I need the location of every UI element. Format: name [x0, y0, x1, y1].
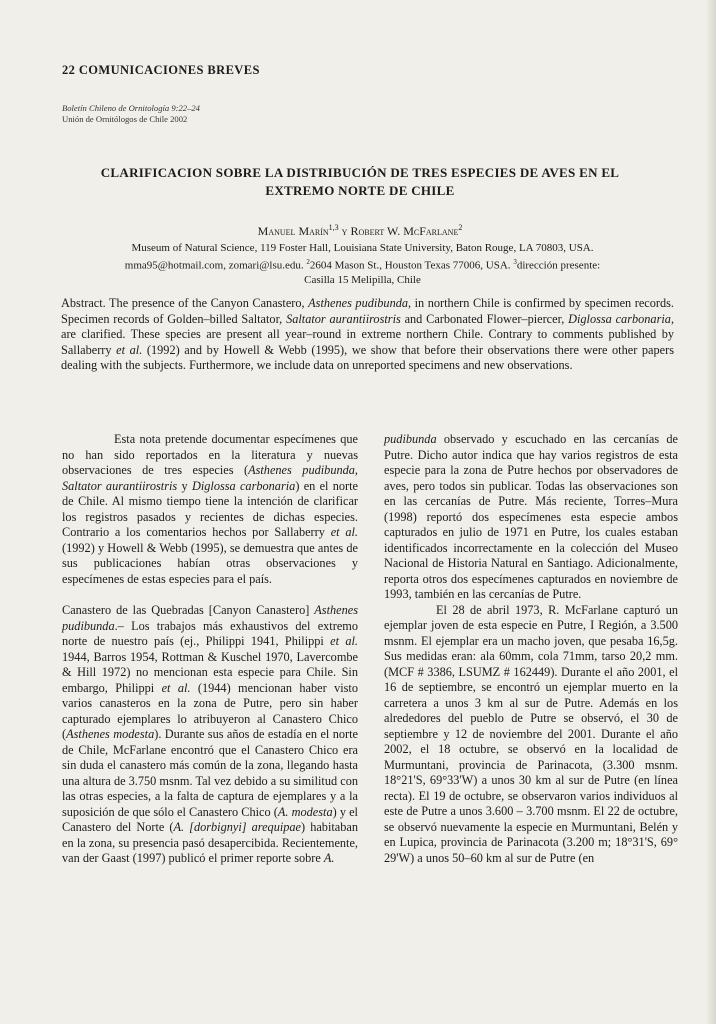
species-name: Saltator aurantiirostris: [286, 311, 401, 326]
citation-etal: et al.: [330, 634, 358, 648]
body-text: 1944, Barros 1954, Rottman & Kuschel 1970, Lavercombe & Hill 1972) no mencionan esta especie para Chile. Sin embargo, Philippi: [62, 649, 358, 695]
abstract-text: , are clarified. These species are present all year–round in extreme northern Chile. Contrary to comments published by Sallaberry: [61, 311, 675, 357]
affil-line-1: Museum of Natural Science, 119 Foster Hall, Louisiana State University, Baton Rouge, LA 70803, USA.: [131, 242, 594, 254]
citation-etal: et al.: [116, 342, 143, 357]
article-title: [40, 164, 680, 200]
species-name: Asthenes pudibunda: [62, 603, 358, 633]
affiliations: [40, 241, 685, 287]
affil-emails: mma95@hotmail.com, zomari@lsu.edu.: [124, 259, 307, 272]
page-edge-shadow: [706, 0, 716, 1024]
body-text: observado y escuchado en las cercanías de Putre. Dicho autor indica que hay varios registros de esta especie para la zona de Putre hechos por observadores de aves, pero todos sin publicar. Todas las observaciones son en las cercanías de Putre. Más reciente, Torres–Mura (1998) reportó dos especímenes esta especie ambos capturados en julio de 1971 en Putre, los cuales estaban identificados incorrectamente en la colección del Museo Nacional de Historia Natural en Santiago. Adicionalmente, reporta otros dos especímenes capturados en noviembre de 1993, también en las cercanías de Putre.: [384, 432, 678, 601]
body-text: Esta nota pretende documentar especímenes que no han sido reportados en la literatura y nuevas observaciones de tres especies (: [62, 432, 358, 477]
affil-mark-3: 3: [513, 258, 517, 266]
abstract-text: and Carbonated Flower–piercer,: [400, 311, 569, 326]
journal-line-2: Unión de Ornitólogos de Chile 2002: [62, 114, 188, 124]
body-text: Canastero de las Quebradas [Canyon Canastero]: [62, 603, 315, 617]
species-name: Asthenes pudibunda: [308, 296, 409, 310]
abstract-text: , in northern Chile is confirmed by specimen records. Specimen records of Golden–billed Saltator,: [61, 296, 675, 326]
journal-line-1: Boletín Chileno de Ornitología 9:22–24: [62, 103, 200, 113]
affil-line-3: Casilla 15 Melipilla, Chile: [304, 273, 421, 286]
paragraph-specimen-record: El 28 de abril 1973, R. McFarlane capturó un ejemplar joven de esta especie en Putre, I Región, a 3.500 msnm. El ejemplar era un macho joven, que pesaba 16,5g. Sus medidas eran: ala 60mm, cola 71mm, tarso 20,2 mm. (MCF # 3386, LSUMZ # 162449). Durante el año 2001, el 16 de septiembre, se encontró un ejemplar muerto en la carretera a unos 3 km al sur de Putre. Además en los alrededores del pueblo de Putre se observó, el 30 de septiembre y 12 de noviembre del 2001. Durante el año 2002, el 18 octubre, se observó en la localidad de Murmuntani, provincia de Parinacota, (3.300 msnm. 18°21'S, 69°33'W) a unos 30 km al sur de Putre (en línea recta). El 19 de octubre, se observaron varios individuos al este de Putre a unos 3.600 – 3.700 msnm. El 22 de octubre, se observó nuevamente la especie en Murmuntani, Belén y en Lupica, provincia de Parinacota (3.200 m; 18°31'S, 69° 29'W) a unos 50–60 km al sur de Putre (en: [384, 602, 678, 865]
species-name: A.: [323, 851, 335, 865]
species-name: pudibunda: [384, 432, 437, 446]
paragraph-intro: [62, 432, 358, 587]
body-text: (1944) mencionan haber visto varios canasteros en la zona de Putre, pero sin haber capturado ejemplares lo atribuyeron al Canastero Chico (: [62, 680, 358, 741]
body-text: ) y el Canastero del Norte (: [62, 804, 358, 834]
author-list: [40, 223, 680, 239]
affil-address-2: 2604 Mason St., Houston Texas 77006, USA.: [309, 259, 514, 272]
abstract: [61, 296, 674, 374]
affil-mark-2: 2: [306, 258, 310, 266]
species-name: Asthenes pudibunda, Saltator aurantiirostris: [62, 463, 358, 493]
body-text: ). Durante sus años de estadía en el norte de Chile, McFarlane encontró que el Canastero Chico era sin duda el canastero más común de la zona, llegando hasta una altura de 3.750 msnm. Tal vez debido a su similitud con las otras especies, a la falta de captura de ejemplares y a la suposición de que sólo el Canastero Chico (: [62, 727, 358, 819]
body-text: ) habitaban en la zona, su presencia pasó desapercibida. Recientemente, van der Gaast (1997) publicó el primer reporte sobre: [62, 820, 358, 865]
author-1: Manuel Marín: [257, 224, 329, 238]
title-line-1: CLARIFICACION SOBRE LA DISTRIBUCIÓN DE TRES ESPECIES DE AVES EN EL: [100, 165, 620, 180]
journal-citation: [62, 103, 200, 125]
author-2: Robert W. McFarlane: [350, 224, 459, 238]
species-name: Asthenes modesta: [66, 727, 155, 741]
citation-etal: et al.: [161, 680, 191, 695]
affil-address-3-label: dirección presente:: [516, 259, 601, 272]
body-text: ) en el norte de Chile. Al mismo tiempo tiene la intención de clarificar los registros pasados y recientes de dichas especies. Contrario a los comentarios hechos por Sallaberry: [62, 478, 359, 539]
title-line-2: EXTREMO NORTE DE CHILE: [265, 183, 455, 198]
species-name: A. [dorbignyi] arequipae: [173, 820, 302, 834]
body-text: y: [177, 478, 192, 493]
paragraph-canastero: [62, 603, 358, 867]
species-name: A. modesta: [277, 804, 333, 819]
left-column: [62, 432, 358, 867]
author-conjunction: y: [338, 224, 351, 238]
citation-etal: et al.: [330, 525, 358, 539]
right-column: [384, 432, 678, 866]
paragraph-continued: [384, 432, 678, 603]
species-name: Diglossa carbonaria: [568, 311, 671, 326]
running-header: 22 COMUNICACIONES BREVES: [62, 63, 260, 77]
author-1-affil-mark: 1,3: [328, 223, 339, 232]
author-2-affil-mark: 2: [458, 223, 463, 232]
species-name: Diglossa carbonaria: [191, 478, 296, 493]
abstract-text: (1992) and by Howell & Webb (1995), we show that before their observations there were other papers dealing with the subjects. Furthermore, we include data on unreported specimens and new observations.: [61, 342, 675, 373]
abstract-text: Abstract. The presence of the Canyon Canastero,: [61, 296, 309, 310]
body-text: .– Los trabajos más exhaustivos del extremo norte de nuestro país (ej., Philippi 1941, Philippi: [62, 618, 358, 648]
body-text: (1992) y Howell & Webb (1995), se demuestra que antes de sus publicaciones habían otras observaciones y especímenes de estas especies para el país.: [62, 540, 358, 586]
